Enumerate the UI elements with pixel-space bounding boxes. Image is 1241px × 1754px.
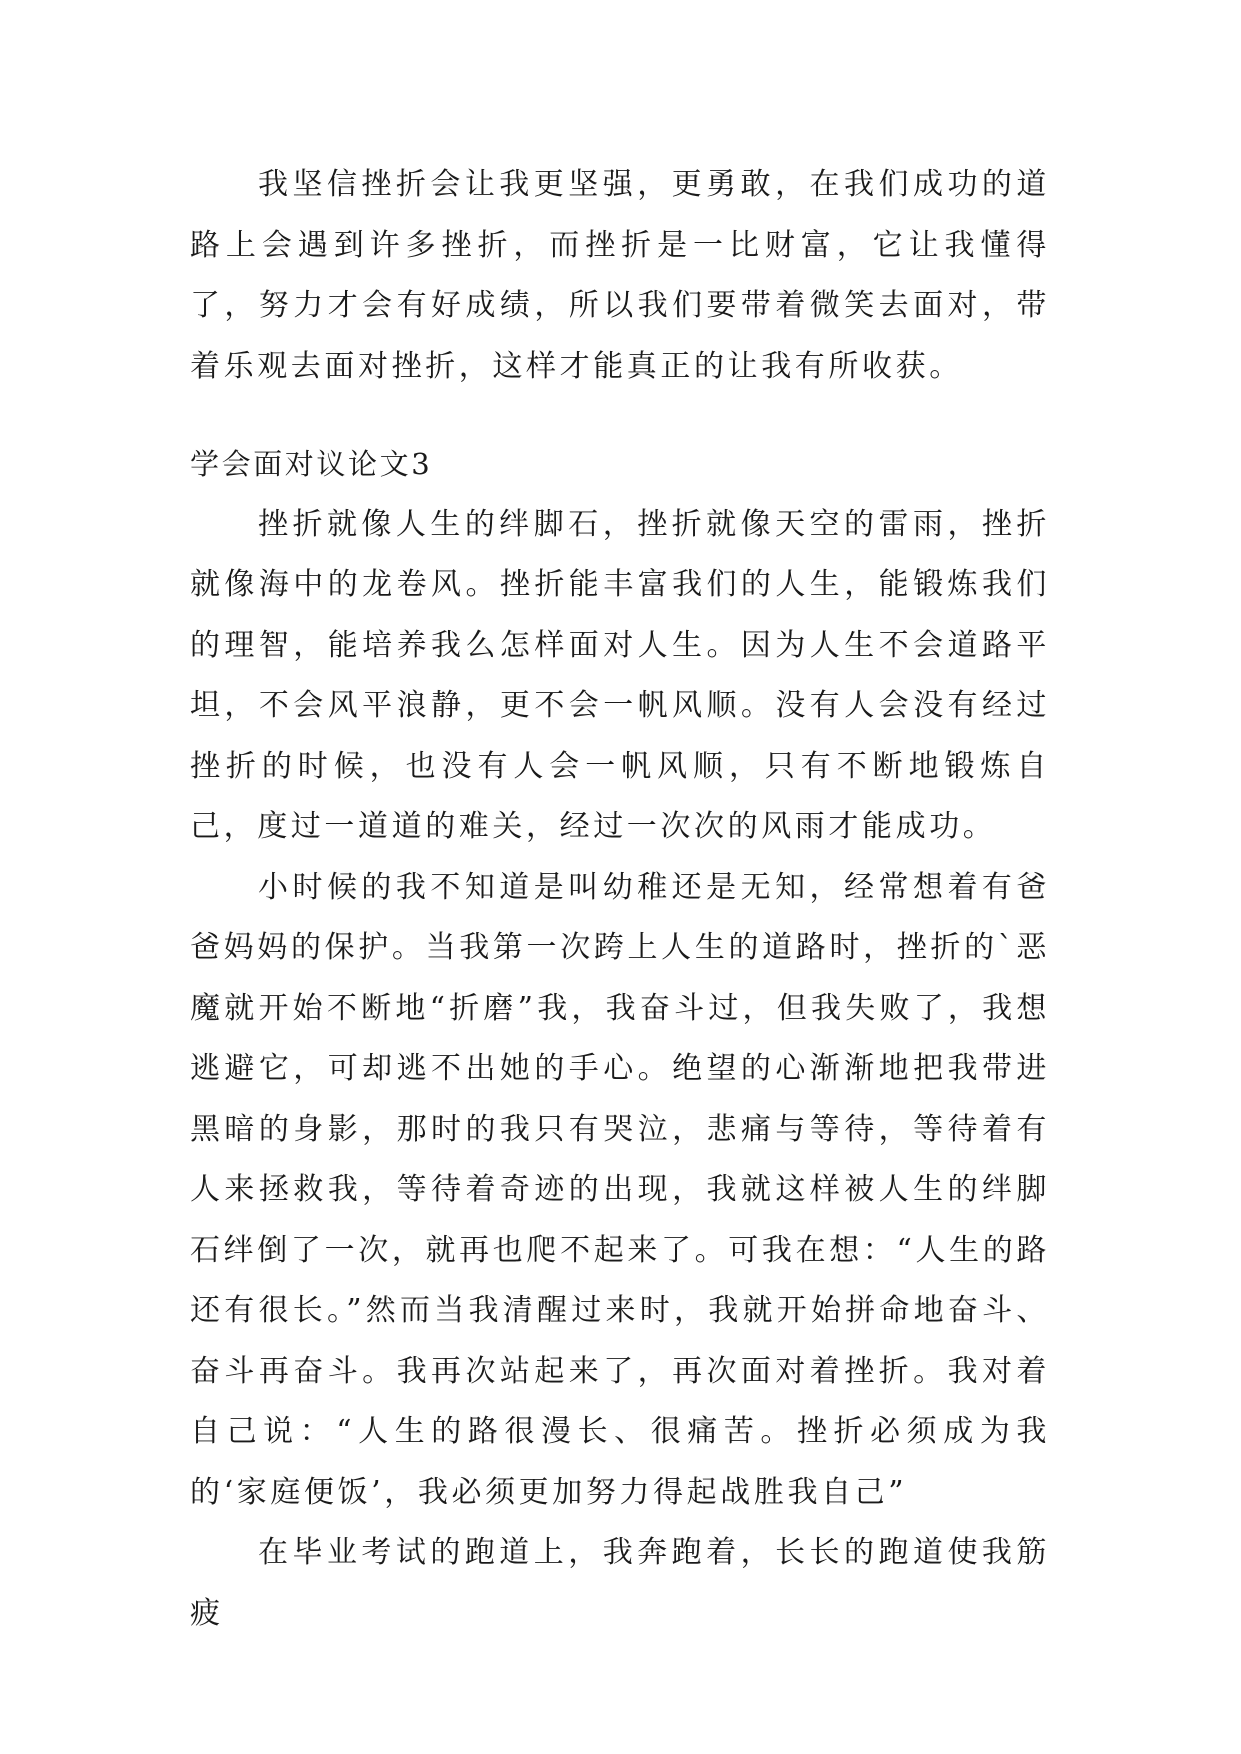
paragraph: 小时候的我不知道是叫幼稚还是无知，经常想着有爸爸妈妈的保护。当我第一次跨上人生的道路时，挫折的`恶魔就开始不断地“折磨”我，我奋斗过，但我失败了，我想逃避它，可却逃不出她的手心。绝望的心渐渐地把我带进黑暗的身影，那时的我只有哭泣，悲痛与等待，等待着有人来拯救我，等待着奇迹的出现，我就这样被人生的绊脚石绊倒了一次，就再也爬不起来了。可我在想：“人生的路还有很长。”然而当我清醒过来时，我就开始拼命地奋斗、奋斗再奋斗。我再次站起来了，再次面对着挫折。我对着自己说：“人生的路很漫长、很痛苦。挫折必须成为我的‘家庭便饭’，我必须更加努力得起战胜我自己” bbox=[190, 869, 1050, 1510]
paragraph: 在毕业考试的跑道上，我奔跑着，长长的跑道使我筋疲 bbox=[190, 1535, 1050, 1631]
document-body bbox=[190, 155, 1050, 1644]
section-heading: 学会面对议论文3 bbox=[190, 447, 433, 481]
paragraph: 挫折就像人生的绊脚石，挫折就像天空的雷雨，挫折就像海中的龙卷风。挫折能丰富我们的人生，能锻炼我们的理智，能培养我么怎样面对人生。因为人生不会道路平坦，不会风平浪静，更不会一帆风顺。没有人会没有经过挫折的时候，也没有人会一帆风顺，只有不断地锻炼自己，度过一道道的难关，经过一次次的风雨才能成功。 bbox=[190, 506, 1050, 844]
paragraph: 我坚信挫折会让我更坚强，更勇敢，在我们成功的道路上会遇到许多挫折，而挫折是一比财富，它让我懂得了，努力才会有好成绩，所以我们要带着微笑去面对，带着乐观去面对挫折，这样才能真正的让我有所收获。 bbox=[190, 167, 1050, 384]
